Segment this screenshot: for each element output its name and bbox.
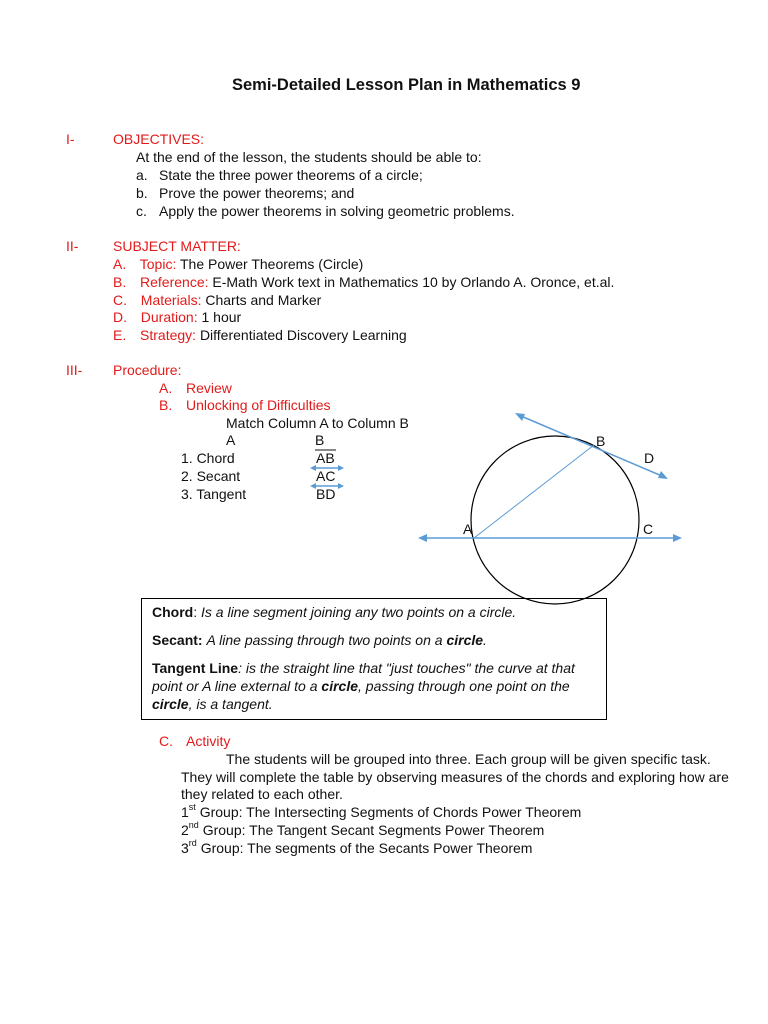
activity-line-3: they related to each other. <box>181 786 343 802</box>
group-text: Group: The segments of the Secants Power Theorem <box>196 840 533 856</box>
match-term: 1. Chord <box>181 450 235 466</box>
activity-line-2: They will complete the table by observing measures of the chords and exploring how are <box>181 769 729 785</box>
procedure-heading: Procedure: <box>113 362 182 378</box>
tangent-definition-line1 <box>152 660 575 676</box>
match-symbol-segment: AB <box>316 450 335 466</box>
activity-heading: Activity <box>186 733 231 749</box>
group-num: 3 <box>181 840 189 856</box>
objective-text: Apply the power theorems in solving geometric problems. <box>159 203 515 219</box>
match-symbol-line: AC <box>316 468 336 484</box>
tangent-definition-line2 <box>152 678 570 694</box>
group-num: 1 <box>181 804 189 820</box>
objectives-numeral: I- <box>66 131 75 147</box>
tangent-def2b: circle <box>321 678 358 694</box>
page-title: Semi-Detailed Lesson Plan in Mathematics 9 <box>232 76 581 94</box>
group-text: Group: The Intersecting Segments of Chords Power Theorem <box>195 804 582 820</box>
column-a-header: A <box>226 432 236 448</box>
objectives-intro: At the end of the lesson, the students should be able to: <box>136 149 482 165</box>
subject-item-materials <box>113 292 321 308</box>
secant-definition <box>152 632 487 648</box>
subject-value: Charts and Marker <box>205 292 322 308</box>
objective-text: State the three power theorems of a circle; <box>159 167 423 183</box>
subject-item-topic <box>113 256 363 272</box>
objective-letter: c. <box>136 203 147 219</box>
column-b-header: B <box>315 432 325 448</box>
double-arrow-icon <box>310 463 344 473</box>
group-text: Group: The Tangent Secant Segments Power Theorem <box>198 822 545 838</box>
circle <box>471 436 639 604</box>
secant-end: . <box>483 632 487 648</box>
subject-value: E-Math Work text in Mathematics 10 by Orlando A. Oronce, et.al. <box>212 274 615 290</box>
subject-item-strategy <box>113 327 407 343</box>
arrowhead <box>673 534 682 542</box>
unlocking-text: Unlocking of Difficulties <box>186 397 331 413</box>
tangent-def3b: , is a tangent. <box>188 696 273 712</box>
group-sup: st <box>188 802 196 813</box>
circle-diagram <box>410 405 700 605</box>
subject-label: Topic: <box>139 256 177 272</box>
group-sup: rd <box>188 838 197 849</box>
subject-label: Materials: <box>140 292 202 308</box>
point-label-a: A <box>463 521 473 537</box>
tangent-definition-line3 <box>152 696 273 712</box>
double-arrow-icon <box>310 481 344 491</box>
arrowhead <box>418 534 427 542</box>
tangent-def2a: point or A line external to a <box>152 678 318 694</box>
subject-letter: D. <box>113 309 127 325</box>
subject-label: Strategy: <box>140 327 197 343</box>
subject-label: Duration: <box>140 309 198 325</box>
point-label-b: B <box>596 433 606 449</box>
subject-letter: E. <box>113 327 127 343</box>
review-text: Review <box>186 380 232 396</box>
arrowhead <box>515 413 525 421</box>
secant-def: A line passing through two points on a <box>206 632 443 648</box>
subject-matter-numeral: II- <box>66 238 79 254</box>
segment-bar-icon <box>314 447 338 453</box>
review-letter: A. <box>159 380 173 396</box>
arrowhead <box>658 471 668 479</box>
secant-term: Secant: <box>152 632 203 648</box>
chord-def: Is a line segment joining any two points on a circle. <box>201 604 517 620</box>
subject-value: 1 hour <box>201 309 242 325</box>
match-term: 2. Secant <box>181 468 241 484</box>
point-label-c: C <box>643 521 654 537</box>
activity-letter: C. <box>159 733 173 749</box>
subject-item-duration <box>113 309 241 325</box>
unlocking-letter: B. <box>159 397 173 413</box>
definitions-box <box>141 598 607 720</box>
objective-text: Prove the power theorems; and <box>159 185 355 201</box>
match-title: Match Column A to Column B <box>226 415 409 431</box>
subject-item-reference <box>113 274 614 290</box>
match-symbol-ray: BD <box>316 486 336 502</box>
subject-letter: C. <box>113 292 127 308</box>
procedure-unlocking <box>159 397 331 413</box>
objective-letter: a. <box>136 167 148 183</box>
tangent-def2c: , passing through one point on the <box>358 678 570 694</box>
tangent-def3a: circle <box>152 696 189 712</box>
procedure-review <box>159 380 232 396</box>
subject-label: Reference: <box>140 274 209 290</box>
chord-term: Chord <box>152 604 194 620</box>
procedure-numeral: III- <box>66 362 83 378</box>
activity-heading-row <box>159 733 230 749</box>
chord-ab <box>474 445 594 538</box>
group-item <box>181 840 532 856</box>
activity-line-1: The students will be grouped into three. Each group will be given specific task. <box>226 751 711 767</box>
subject-matter-heading: SUBJECT MATTER: <box>113 238 241 254</box>
chord-definition <box>152 604 516 620</box>
chord-sep: : <box>193 604 198 620</box>
tangent-line-bd <box>521 416 662 476</box>
subject-value: The Power Theorems (Circle) <box>179 256 364 272</box>
objective-letter: b. <box>136 185 148 201</box>
subject-letter: B. <box>113 274 127 290</box>
group-num: 2 <box>181 822 189 838</box>
match-term: 3. Tangent <box>181 486 247 502</box>
subject-letter: A. <box>113 256 127 272</box>
tangent-term: Tangent Line <box>152 660 239 676</box>
point-label-d: D <box>644 450 655 466</box>
group-sup: nd <box>188 820 199 831</box>
group-item <box>181 804 581 820</box>
objectives-heading: OBJECTIVES: <box>113 131 205 147</box>
tangent-def1: : is the straight line that "just touches" the curve at that <box>238 660 575 676</box>
subject-value: Differentiated Discovery Learning <box>199 327 407 343</box>
group-item <box>181 822 544 838</box>
secant-bold: circle <box>446 632 484 648</box>
